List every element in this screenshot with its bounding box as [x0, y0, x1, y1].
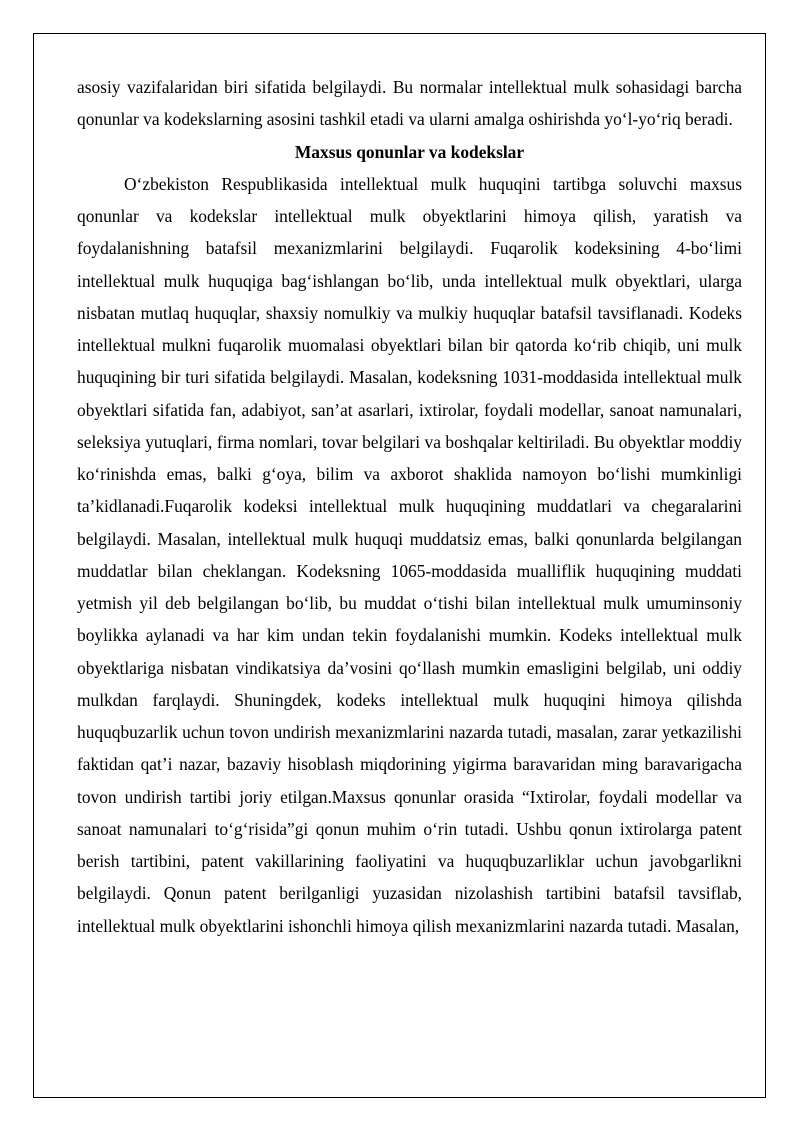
section-heading: Maxsus qonunlar va kodekslar [294, 141, 525, 162]
paragraph-main: O‘zbekiston Respublikasida intellektual mulk huquqini tartibga soluvchi maxsus qonunlar va kodekslar intellektual mulk obyektlarini himoya qilish, yaratish va foydalanishning batafsil mexanizmlarini belgilaydi. Fuqarolik kodeksining 4-bo‘limi intellektual mulk huquqiga bag‘ishlangan bo‘lib, unda intellektual mulk obyektlari, ularga nisbatan mutlaq huquqlar, shaxsiy nomulkiy va mulkiy huquqlar batafsil tavsiflanadi. Kodeks intellektual mulkni fuqarolik muomalasi obyektlari bilan bir qatorda ko‘rib chiqib, uni mulk huquqining bir turi sifatida belgilaydi. Masalan, kodeksning 1031-moddasida intellektual mulk obyektlari sifatida fan, adabiyot, san’at asarlari, ixtirolar, foydali modellar, sanoat namunalari, seleksiya yutuqlari, firma nomlari, tovar belgilari va boshqalar keltiriladi. Bu obyektlar moddiy ko‘rinishda emas, balki g‘oya, bilim va axborot shaklida namoyon bo‘lishi mumkinligi ta’kidlanadi.Fuqarolik kodeksi intellektual mulk huquqining muddatlari va chegaralarini belgilaydi. Masalan, intellektual mulk huquqi muddatsiz emas, balki qonunlarda belgilangan muddatlar bilan cheklangan. Kodeksning 1065-moddasida mualliflik huquqining muddati yetmish yil deb belgilangan bo‘lib, bu muddat o‘tishi bilan intellektual mulk umuminsoniy boylikka aylanadi va har kim undan tekin foydalanishi mumkin. Kodeks intellektual mulk obyektlariga nisbatan vindikatsiya da’vosini qo‘llash mumkin emasligini belgilab, uni oddiy mulkdan farqlaydi. Shuningdek, kodeks intellektual mulk huquqini himoya qilishda huquqbuzarlik uchun tovon undirish mexanizmlarini nazarda tutadi, masalan, zarar yetkazilishi faktidan qat’i nazar, bazaviy hisoblash miqdorining yigirma baravaridan ming baravarigacha tovon undirish tartibi joriy etilgan.Maxsus qonunlar orasida “Ixtirolar, foydali modellar va sanoat namunalari to‘g‘risida”gi qonun muhim o‘rin tutadi. Ushbu qonun ixtirolarga patent berish tartibini, patent vakillarining faoliyatini va huquqbuzarliklar uchun javobgarlikni belgilaydi. Qonun patent berilganligi yuzasidan nizolashish tartibini batafsil tavsiflab, intellektual mulk obyektlarini ishonchli himoya qilish mexanizmlarini nazarda tutadi. Masalan, [77, 173, 742, 936]
document-body [77, 71, 742, 942]
paragraph-continued: asosiy vazifalaridan biri sifatida belgilaydi. Bu normalar intellektual mulk sohasidagi barcha qonunlar va kodekslarning asosini tashkil etadi va ularni amalga oshirishda yo‘l-yo‘riq beradi. [77, 77, 742, 130]
